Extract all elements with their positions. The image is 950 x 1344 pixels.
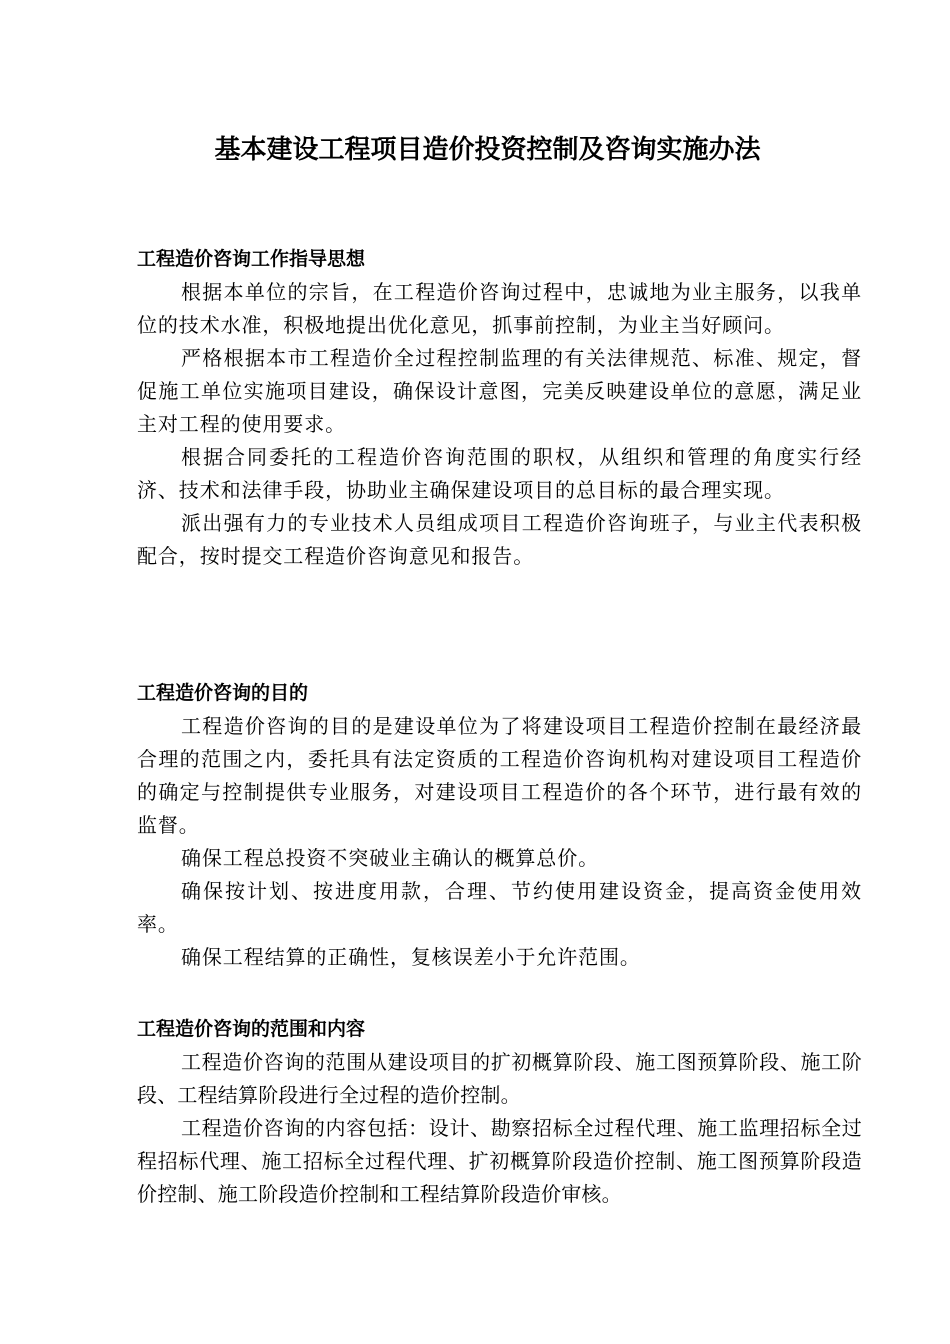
paragraph: 工程造价咨询的目的是建设单位为了将建设项目工程造价控制在最经济最合理的范围之内，委托具有法定资质的工程造价咨询机构对建设项目工程造价的确定与控制提供专业服务，对建设项目工程造价的各个环节，进行最有效的监督。 <box>137 714 862 837</box>
paragraph: 工程造价咨询的范围从建设项目的扩初概算阶段、施工图预算阶段、施工阶段、工程结算阶段进行全过程的造价控制。 <box>137 1050 862 1107</box>
document-title: 基本建设工程项目造价投资控制及咨询实施办法 <box>214 135 761 165</box>
section-heading: 工程造价咨询工作指导思想 <box>137 248 366 270</box>
paragraph: 严格根据本市工程造价全过程控制监理的有关法律规范、标准、规定，督促施工单位实施项目建设，确保设计意图，完美反映建设单位的意愿，满足业主对工程的使用要求。 <box>137 346 862 436</box>
paragraph: 确保工程结算的正确性，复核误差小于允许范围。 <box>181 945 641 969</box>
paragraph: 工程造价咨询的内容包括：设计、勘察招标全过程代理、施工监理招标全过程招标代理、施工招标全过程代理、扩初概算阶段造价控制、施工图预算阶段造价控制、施工阶段造价控制和工程结算阶段造价审核。 <box>137 1116 862 1206</box>
section-heading: 工程造价咨询的范围和内容 <box>137 1018 366 1040</box>
section-heading: 工程造价咨询的目的 <box>137 682 309 704</box>
paragraph: 根据合同委托的工程造价咨询范围的职权，从组织和管理的角度实行经济、技术和法律手段，协助业主确保建设项目的总目标的最合理实现。 <box>137 445 862 502</box>
paragraph: 确保按计划、按进度用款，合理、节约使用建设资金，提高资金使用效率。 <box>137 879 862 936</box>
paragraph: 派出强有力的专业技术人员组成项目工程造价咨询班子，与业主代表积极配合，按时提交工程造价咨询意见和报告。 <box>137 511 862 568</box>
section-scope-and-content <box>137 1012 862 1211</box>
paragraph: 根据本单位的宗旨，在工程造价咨询过程中，忠诚地为业主服务，以我单位的技术水准，积极地提出优化意见，抓事前控制，为业主当好顾问。 <box>137 280 862 337</box>
section-guiding-principles <box>137 242 862 573</box>
section-purpose <box>137 676 862 974</box>
paragraph: 确保工程总投资不突破业主确认的概算总价。 <box>181 846 599 870</box>
